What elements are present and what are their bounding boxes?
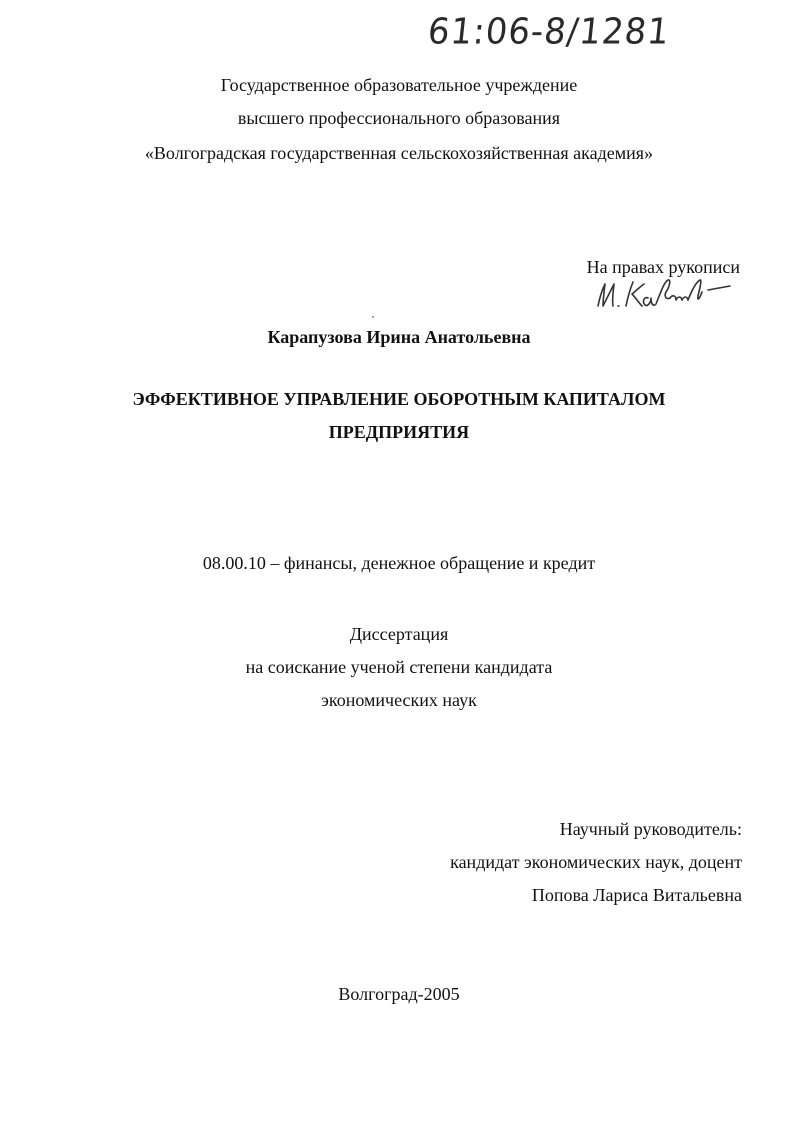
degree-line-2: экономических наук bbox=[321, 690, 477, 710]
degree-line-1: на соискание ученой степени кандидата bbox=[245, 657, 553, 677]
scan-speck bbox=[372, 316, 374, 318]
dissertation-title-line-2: ПРЕДПРИЯТИЯ bbox=[328, 422, 470, 442]
archive-code-text: 61:06-8/1281 bbox=[425, 11, 673, 54]
handwritten-archive-code bbox=[425, 11, 678, 62]
institution-line-1: Государственное образовательное учреждение bbox=[220, 75, 578, 95]
dissertation-label: Диссертация bbox=[349, 624, 449, 644]
city-year: Волгоград-2005 bbox=[338, 984, 460, 1004]
signature-icon bbox=[594, 276, 734, 316]
institution-line-3: «Волгоградская государственная сельскохозяйственная академия» bbox=[144, 143, 654, 163]
manuscript-rights-label: На правах рукописи bbox=[586, 257, 740, 277]
institution-line-2: высшего профессионального образования bbox=[237, 108, 561, 128]
dissertation-title-line-1: ЭФФЕКТИВНОЕ УПРАВЛЕНИЕ ОБОРОТНЫМ КАПИТАЛОМ bbox=[132, 389, 666, 409]
advisor-name: Попова Лариса Витальевна bbox=[531, 885, 742, 905]
advisor-label: Научный руководитель: bbox=[559, 819, 742, 839]
author-signature bbox=[594, 276, 734, 316]
advisor-degree: кандидат экономических наук, доцент bbox=[450, 852, 742, 872]
specialty-code: 08.00.10 – финансы, денежное обращение и кредит bbox=[202, 553, 596, 573]
author-name: Карапузова Ирина Анатольевна bbox=[267, 327, 531, 347]
